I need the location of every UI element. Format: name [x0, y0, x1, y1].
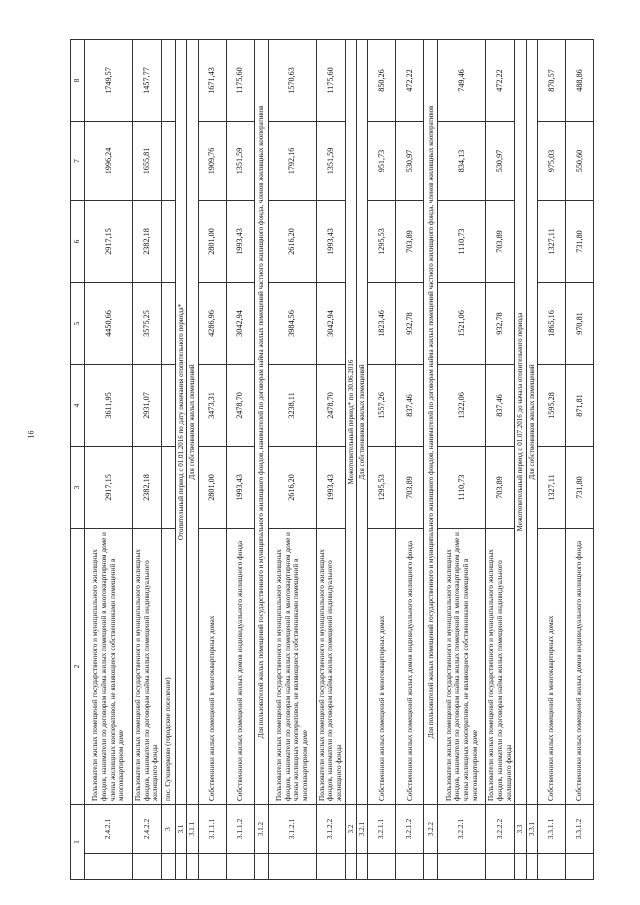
row-name: Собственники жилых помещений жилых домов индивидуального жилищного фонда	[566, 528, 594, 804]
header-cell: 5	[71, 282, 85, 364]
value-cell: 3238,11	[268, 364, 316, 446]
span-row	[424, 39, 438, 879]
value-cell: 2801,00	[198, 446, 226, 528]
blank-cell	[438, 854, 486, 880]
value-cell: 472,22	[396, 39, 424, 121]
span-row	[526, 39, 537, 879]
rotated-page	[70, 40, 630, 880]
blank-cell	[526, 854, 537, 880]
row-code: 3.3.1.1	[538, 804, 566, 853]
value-cell: 1749,57	[85, 39, 133, 121]
blank-cell	[538, 854, 566, 880]
blank-cell	[161, 854, 175, 880]
row-code: 3.2	[345, 804, 356, 853]
header-cell: 8	[71, 39, 85, 121]
value-cell: 731,80	[566, 446, 594, 528]
span-row	[345, 39, 356, 879]
value-cell: 3042,94	[226, 282, 254, 364]
table-row	[133, 39, 162, 879]
blank-cell	[345, 854, 356, 880]
value-cell: 1521,06	[438, 282, 486, 364]
value-cell: 1993,43	[316, 446, 345, 528]
value-cell: 1322,06	[438, 364, 486, 446]
header-cell: 1	[71, 804, 85, 879]
header-cell: 7	[71, 121, 85, 200]
value-cell: 472,22	[486, 39, 515, 121]
value-cell: 850,26	[368, 39, 396, 121]
row-code: 2.4.2.2	[133, 804, 162, 853]
value-cell: 2382,18	[133, 200, 162, 282]
row-name: Собственники жилых помещений жилых домов индивидуального жилищного фонда	[226, 528, 254, 804]
value-cell: 2801,00	[198, 200, 226, 282]
value-cell: 703,89	[396, 200, 424, 282]
blank-cell	[133, 854, 162, 880]
blank-cell	[85, 854, 133, 880]
header-cell: 6	[71, 200, 85, 282]
value-cell: 837,46	[486, 364, 515, 446]
table-row	[268, 39, 316, 879]
blank-cell	[424, 854, 438, 880]
blank-cell	[566, 854, 594, 880]
value-cell: 1993,43	[226, 200, 254, 282]
tariff-table	[70, 39, 594, 880]
table-row	[396, 39, 424, 879]
value-cell: 932,78	[396, 282, 424, 364]
value-cell: 4450,66	[85, 282, 133, 364]
value-cell: 3984,56	[268, 282, 316, 364]
value-cell: 530,97	[486, 121, 515, 200]
value-cell: 870,57	[538, 39, 566, 121]
value-cell: 2478,70	[316, 364, 345, 446]
header-cell: 4	[71, 364, 85, 446]
value-cell: 1557,26	[368, 364, 396, 446]
blank-cell	[187, 854, 198, 880]
row-name: Пользователи жилых помещений государственного и муниципального жилищных фондов, наниматели по договорам найма жилых помещений в многоквартирном доме и члены жилищных кооперативов, не являющиеся собственниками помещений в многоквартирном доме	[438, 528, 486, 804]
value-cell: 2917,15	[85, 200, 133, 282]
span-text: Межотопительный период* по 30.06.2016	[345, 39, 356, 804]
blank-cell	[161, 200, 175, 282]
value-cell: 703,89	[396, 446, 424, 528]
value-cell: 1110,73	[438, 446, 486, 528]
row-name: Пользователи жилых помещений государственного и муниципального жилищных фондов, наниматели по договорам найма жилых помещений в многоквартирном доме и члены жилищных кооперативов, не являющиеся собственниками помещений в многоквартирном доме	[268, 528, 316, 804]
value-cell: 3575,25	[133, 282, 162, 364]
row-code: 3.2.1.1	[368, 804, 396, 853]
value-cell: 3473,31	[198, 364, 226, 446]
value-cell: 1351,59	[316, 121, 345, 200]
row-code: 3	[161, 804, 175, 853]
value-cell: 2616,20	[268, 200, 316, 282]
value-cell: 703,89	[486, 446, 515, 528]
span-row	[254, 39, 268, 879]
row-name: Собственники жилых помещений в многоквартирных домах	[368, 528, 396, 804]
blank-cell	[316, 854, 345, 880]
value-cell: 1993,43	[226, 446, 254, 528]
value-cell: 970,81	[566, 282, 594, 364]
value-cell: 1175,60	[226, 39, 254, 121]
value-cell: 951,73	[368, 121, 396, 200]
value-cell: 975,03	[538, 121, 566, 200]
row-code: 3.1.1.1	[198, 804, 226, 853]
section-name: пос. Суховерково (городское поселение)	[161, 528, 175, 804]
span-text: Межотопительный период с 01.07.2016 до начала отопительного периода	[515, 39, 526, 804]
value-cell: 1909,76	[198, 121, 226, 200]
value-cell: 1351,59	[226, 121, 254, 200]
value-cell: 4286,96	[198, 282, 226, 364]
value-cell: 550,60	[566, 121, 594, 200]
blank-cell	[357, 854, 368, 880]
header-cell: 2	[71, 528, 85, 804]
span-text: Для пользователей жилых помещений государственного и муниципального жилищного фондов, нанимателей по договорам найма жилых помещений частного жилищного фонда, членов жилищных кооперативов	[424, 39, 438, 804]
blank-cell	[161, 364, 175, 446]
value-cell: 3042,94	[316, 282, 345, 364]
row-name: Пользователи жилых помещений государственного и муниципального жилищных фондов, наниматели по договорам найма жилых помещений в многоквартирном доме и члены жилищных кооперативов, не являющиеся собственниками помещений в многоквартирном доме	[85, 528, 133, 804]
value-cell: 1457,77	[133, 39, 162, 121]
value-cell: 2616,20	[268, 446, 316, 528]
value-cell: 488,86	[566, 39, 594, 121]
blank-cell	[226, 854, 254, 880]
blank-cell	[198, 854, 226, 880]
value-cell: 1993,43	[316, 200, 345, 282]
blank-cell	[161, 39, 175, 121]
table-row	[486, 39, 515, 879]
span-text: Для собственников жилых помещений	[187, 39, 198, 804]
span-row	[357, 39, 368, 879]
value-cell: 1655,81	[133, 121, 162, 200]
row-code: 3.1.2.1	[268, 804, 316, 853]
table-row	[368, 39, 396, 879]
value-cell: 1595,28	[538, 364, 566, 446]
row-code: 3.1.2	[254, 804, 268, 853]
table-row	[566, 39, 594, 879]
table-row	[438, 39, 486, 879]
value-cell: 1110,73	[438, 200, 486, 282]
row-name: Собственники жилых помещений в многоквартирных домах	[538, 528, 566, 804]
row-code: 3.3.1	[526, 804, 537, 853]
header-cell: 3	[71, 446, 85, 528]
blank-cell	[161, 446, 175, 528]
row-code: 3.2.2.1	[438, 804, 486, 853]
value-cell: 834,13	[438, 121, 486, 200]
span-text: Для собственников жилых помещений	[526, 39, 537, 804]
value-cell: 1823,46	[368, 282, 396, 364]
value-cell: 871,81	[566, 364, 594, 446]
value-cell: 837,46	[396, 364, 424, 446]
value-cell: 1671,43	[198, 39, 226, 121]
row-code: 3.3	[515, 804, 526, 853]
row-code: 3.1	[175, 804, 186, 853]
table-row	[198, 39, 226, 879]
row-code: 3.1.2.2	[316, 804, 345, 853]
value-cell: 1295,53	[368, 200, 396, 282]
blank-cell	[254, 854, 268, 880]
blank-cell	[161, 121, 175, 200]
blank-cell	[161, 282, 175, 364]
row-code: 3.2.1	[357, 804, 368, 853]
value-cell: 3611,95	[85, 364, 133, 446]
value-cell: 1175,60	[316, 39, 345, 121]
value-cell: 703,89	[486, 200, 515, 282]
table-row	[316, 39, 345, 879]
row-code: 2.4.2.1	[85, 804, 133, 853]
page-number: 16	[26, 430, 36, 439]
row-code: 3.1.1	[187, 804, 198, 853]
row-code: 3.2.2.2	[486, 804, 515, 853]
blank-cell	[396, 854, 424, 880]
row-name: Пользователи жилых помещений государственного и муниципального жилищных фондов, наниматели по договорам найма жилых помещений индивидуального жилищного фонда	[316, 528, 345, 804]
row-code: 3.2.1.2	[396, 804, 424, 853]
table-row	[85, 39, 133, 879]
row-name: Собственники жилых помещений в многоквартирных домах	[198, 528, 226, 804]
header-row	[71, 39, 85, 879]
value-cell: 2931,07	[133, 364, 162, 446]
blank-cell	[268, 854, 316, 880]
value-cell: 2917,15	[85, 446, 133, 528]
value-cell: 1996,24	[85, 121, 133, 200]
span-row	[515, 39, 526, 879]
value-cell: 1865,16	[538, 282, 566, 364]
value-cell: 530,97	[396, 121, 424, 200]
span-text: Для собственников жилых помещений	[357, 39, 368, 804]
value-cell: 932,78	[486, 282, 515, 364]
row-code: 3.1.1.2	[226, 804, 254, 853]
row-name: Пользователи жилых помещений государственного и муниципального жилищных фондов, наниматели по договорам найма жилых помещений индивидуального жилищного фонда	[486, 528, 515, 804]
value-cell: 1792,16	[268, 121, 316, 200]
span-text: Отопительный период с 01.01.2016 по дату окончания отопительного периода*	[175, 39, 186, 804]
span-row	[187, 39, 198, 879]
table-row	[538, 39, 566, 879]
blank-cell	[175, 854, 186, 880]
value-cell: 1570,63	[268, 39, 316, 121]
value-cell: 2382,18	[133, 446, 162, 528]
row-name: Пользователи жилых помещений государственного и муниципального жилищных фондов, наниматели по договорам найма жилых помещений индивидуального жилищного фонда	[133, 528, 162, 804]
row-code: 3.2.2	[424, 804, 438, 853]
table-row	[226, 39, 254, 879]
value-cell: 749,46	[438, 39, 486, 121]
value-cell: 1327,11	[538, 446, 566, 528]
blank-cell	[368, 854, 396, 880]
value-cell: 731,80	[566, 200, 594, 282]
row-code: 3.3.1.2	[566, 804, 594, 853]
value-cell: 1295,53	[368, 446, 396, 528]
section-row	[161, 39, 175, 879]
blank-cell	[515, 854, 526, 880]
blank-cell	[486, 854, 515, 880]
value-cell: 1327,11	[538, 200, 566, 282]
value-cell: 2478,70	[226, 364, 254, 446]
row-name: Собственники жилых помещений жилых домов индивидуального жилищного фонда	[396, 528, 424, 804]
span-row	[175, 39, 186, 879]
span-text: Для пользователей жилых помещений государственного и муниципального жилищного фондов, нанимателей по договорам найма жилых помещений частного жилищного фонда, членов жилищных кооперативов	[254, 39, 268, 804]
